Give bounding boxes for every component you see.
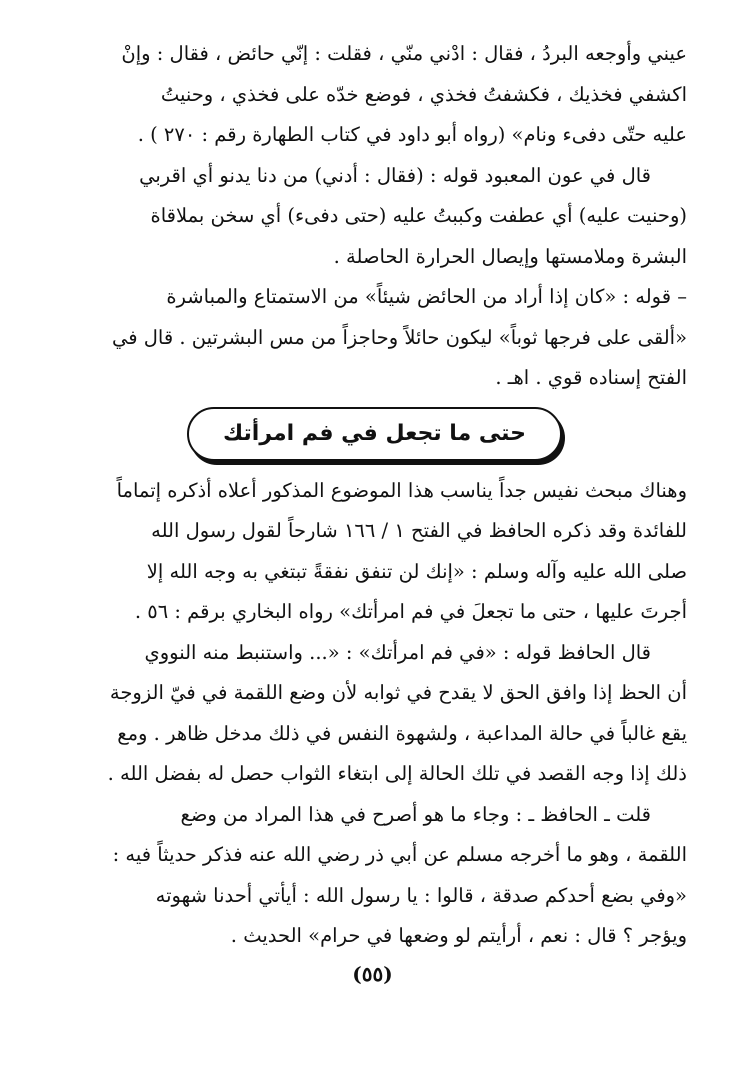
paragraph-4 xyxy=(62,471,687,633)
text-line: أجرتَ عليها ، حتى ما تجعلَ في فم امرأتك» رواه البخاري برقم : ٥٦ . xyxy=(134,600,687,623)
text-line: «ألقى على فرجها ثوباً» ليكون حائلاً وحاجزاً من مس البشرتين . قال في xyxy=(111,325,687,349)
text-line: قال الحافظ قوله : «في فم امرأتك» : «... واستنبط منه النووي xyxy=(144,640,651,664)
text-line: عليه حتّى دفىء ونام» (رواه أبو داود في كتاب الطهارة رقم : ٢٧٠ ) . xyxy=(137,123,687,146)
text-line: الفتح إسناده قوي . اهـ . xyxy=(495,366,687,389)
text-line: عيني وأوجعه البردُ ، فقال : ادْني منّي ، فقلت : إنّي حائض ، فقال : وإنْ xyxy=(121,42,687,65)
page-body xyxy=(62,34,687,957)
section-heading-frame xyxy=(62,407,687,461)
paragraph-3 xyxy=(62,277,687,399)
paragraph-1 xyxy=(62,34,687,156)
text-line: «وفي بضع أحدكم صدقة ، قالوا : يا رسول الله : أيأتي أحدنا شهوته xyxy=(155,883,687,907)
text-line: للفائدة وقد ذكره الحافظ في الفتح ١ / ١٦٦ شارحاً لقول رسول الله xyxy=(151,519,687,542)
paragraph-5 xyxy=(62,633,687,795)
text-line: – قوله : «كان إذا أراد من الحائض شيئاً» من الاستمتاع والمباشرة xyxy=(166,285,687,308)
text-line: يقع غالباً في حالة المداعبة ، ولشهوة النفس في ذلك مدخل ظاهر . ومع xyxy=(117,721,687,745)
text-line: (وحنيت عليه) أي عطفت وكببتُ عليه (حتى دفىء) أي سخن بملاقاة xyxy=(150,204,687,227)
text-line: أن الحظ إذا وافق الحق لا يقدح في ثوابه لأن وضع اللقمة في فيّ الزوجة xyxy=(109,681,687,704)
text-line: قلت ـ الحافظ ـ : وجاء ما هو أصرح في هذا المراد من وضع xyxy=(180,802,651,826)
paragraph-2 xyxy=(62,156,687,278)
text-line: وهناك مبحث نفيس جداً يناسب هذا الموضوع المذكور أعلاه أذكره إتماماً xyxy=(116,478,687,502)
section-heading: حتى ما تجعل في فم امرأتك xyxy=(187,407,562,461)
text-line: ويؤجر ؟ قال : نعم ، أرأيتم لو وضعها في حرام» الحديث . xyxy=(230,924,687,947)
text-line: البشرة وملامستها وإيصال الحرارة الحاصلة . xyxy=(333,244,687,268)
text-line: قال في عون المعبود قوله : (فقال : أدني) من دنا يدنو أي اقربي xyxy=(139,163,651,187)
paragraph-6 xyxy=(62,795,687,957)
text-line: اللقمة ، وهو ما أخرجه مسلم عن أبي ذر رضي الله عنه فذكر حديثاً فيه : xyxy=(112,843,687,866)
text-line: ذلك إذا وجه القصد في تلك الحالة إلى ابتغاء الثواب حصل له بفضل الله . xyxy=(107,762,687,785)
text-line: اكشفي فخذيك ، فكشفتُ فخذي ، فوضع خدّه على فخذي ، وحنيتُ xyxy=(160,82,687,106)
text-line: صلى الله عليه وآله وسلم : «إنك لن تنفق نفقةً تبتغي به وجه الله إلا xyxy=(146,559,687,583)
page-number: (٥٥) xyxy=(352,962,393,986)
